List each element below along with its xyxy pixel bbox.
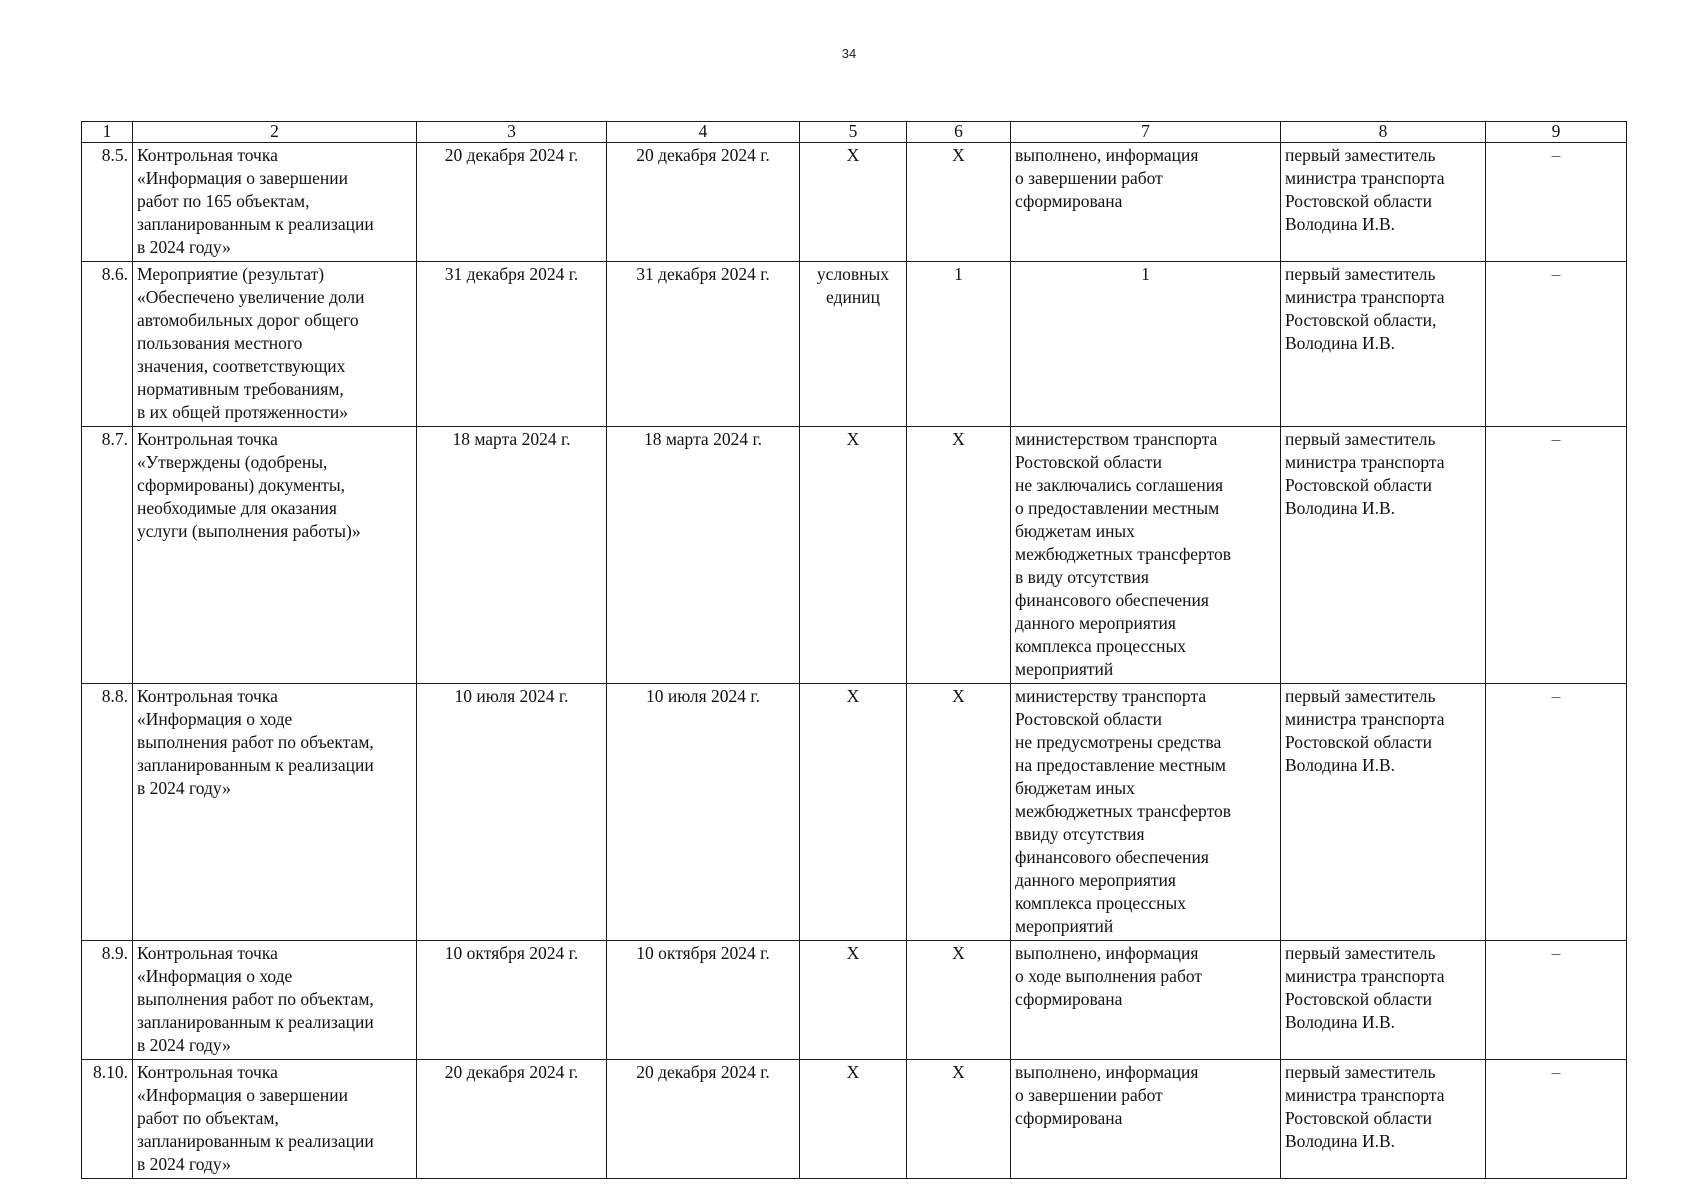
column-header-4: 4	[607, 122, 800, 143]
unit-cell	[800, 262, 907, 427]
column-header-7: 7	[1011, 122, 1281, 143]
result-cell-line: о завершении работ	[1015, 1085, 1163, 1105]
responsible-cell-line: министра транспорта	[1285, 709, 1445, 729]
note-cell: –	[1486, 143, 1627, 262]
responsible-cell-line: первый заместитель	[1285, 145, 1436, 165]
event-name-line: в 2024 году»	[137, 237, 231, 257]
report-table	[81, 121, 1627, 1179]
unit-cell-line: X	[846, 1062, 860, 1082]
row-number: 8.7.	[82, 427, 133, 684]
table-row	[82, 427, 1627, 684]
row-number: 8.5.	[82, 143, 133, 262]
event-name	[133, 143, 417, 262]
result-cell-line: мероприятий	[1015, 659, 1114, 679]
event-name-line: нормативным требованиям,	[137, 379, 344, 399]
header-row	[82, 122, 1627, 143]
table-row	[82, 941, 1627, 1060]
column-header-9: 9	[1486, 122, 1627, 143]
responsible-cell-line: Володина И.В.	[1285, 214, 1396, 234]
note-cell: –	[1486, 262, 1627, 427]
event-name-line: необходимые для оказания	[137, 498, 337, 518]
event-name-line: Контрольная точка	[137, 429, 278, 449]
result-cell-line: сформирована	[1015, 1108, 1123, 1128]
column-header-6: 6	[907, 122, 1011, 143]
value-cell: X	[907, 1060, 1011, 1179]
row-number: 8.8.	[82, 684, 133, 941]
plan-date: 20 декабря 2024 г.	[417, 143, 607, 262]
responsible-cell	[1281, 143, 1486, 262]
responsible-cell-line: первый заместитель	[1285, 686, 1436, 706]
event-name-line: сформированы) документы,	[137, 475, 346, 495]
result-cell-line: министерству транспорта	[1015, 686, 1207, 706]
responsible-cell	[1281, 941, 1486, 1060]
unit-cell-line: X	[846, 686, 860, 706]
table-row	[82, 1060, 1627, 1179]
unit-cell-line: X	[846, 429, 860, 449]
result-cell-line: Ростовской области	[1015, 452, 1162, 472]
column-header-2: 2	[133, 122, 417, 143]
fact-date: 20 декабря 2024 г.	[607, 143, 800, 262]
plan-date: 10 июля 2024 г.	[417, 684, 607, 941]
row-number: 8.10.	[82, 1060, 133, 1179]
result-cell-line: бюджетам иных	[1015, 778, 1135, 798]
fact-date: 10 октября 2024 г.	[607, 941, 800, 1060]
plan-date: 18 марта 2024 г.	[417, 427, 607, 684]
responsible-cell-line: Ростовской области	[1285, 989, 1432, 1009]
responsible-cell-line: министра транспорта	[1285, 287, 1445, 307]
event-name	[133, 684, 417, 941]
result-cell	[1011, 1060, 1281, 1179]
value-cell: 1	[907, 262, 1011, 427]
responsible-cell-line: Володина И.В.	[1285, 333, 1396, 353]
result-cell-line: межбюджетных трансфертов	[1015, 544, 1231, 564]
result-cell-line: выполнено, информация	[1015, 145, 1199, 165]
responsible-cell-line: Ростовской области	[1285, 732, 1432, 752]
table-row	[82, 684, 1627, 941]
fact-date: 10 июля 2024 г.	[607, 684, 800, 941]
responsible-cell-line: министра транспорта	[1285, 1085, 1445, 1105]
event-name-line: выполнения работ по объектам,	[137, 989, 374, 1009]
column-header-8: 8	[1281, 122, 1486, 143]
result-cell	[1011, 143, 1281, 262]
fact-date: 20 декабря 2024 г.	[607, 1060, 800, 1179]
unit-cell-line: единиц	[826, 287, 880, 307]
result-cell-line: на предоставление местным	[1015, 755, 1226, 775]
event-name-line: запланированным к реализации	[137, 1131, 374, 1151]
event-name	[133, 941, 417, 1060]
plan-date: 20 декабря 2024 г.	[417, 1060, 607, 1179]
value-cell: X	[907, 941, 1011, 1060]
event-name-line: «Информация о ходе	[137, 709, 293, 729]
responsible-cell-line: первый заместитель	[1285, 264, 1436, 284]
event-name-line: «Обеспечено увеличение доли	[137, 287, 365, 307]
result-cell-line: в виду отсутствия	[1015, 567, 1149, 587]
result-cell-line: комплекса процессных	[1015, 636, 1187, 656]
result-cell-line: мероприятий	[1015, 916, 1114, 936]
result-cell-line: комплекса процессных	[1015, 893, 1187, 913]
responsible-cell-line: Володина И.В.	[1285, 1131, 1396, 1151]
event-name-line: работ по 165 объектам,	[137, 191, 310, 211]
result-cell-line: не заключались соглашения	[1015, 475, 1224, 495]
event-name-line: «Информация о ходе	[137, 966, 293, 986]
responsible-cell-line: первый заместитель	[1285, 943, 1436, 963]
event-name-line: «Информация о завершении	[137, 168, 349, 188]
result-cell-line: сформирована	[1015, 989, 1123, 1009]
unit-cell-line: X	[846, 943, 860, 963]
column-header-3: 3	[417, 122, 607, 143]
result-cell-line: финансового обеспечения	[1015, 847, 1209, 867]
note-cell: –	[1486, 427, 1627, 684]
unit-cell	[800, 941, 907, 1060]
responsible-cell	[1281, 262, 1486, 427]
fact-date: 18 марта 2024 г.	[607, 427, 800, 684]
event-name-line: услуги (выполнения работы)»	[137, 521, 361, 541]
value-cell: X	[907, 684, 1011, 941]
table-row	[82, 262, 1627, 427]
event-name-line: Мероприятие (результат)	[137, 264, 325, 284]
event-name-line: Контрольная точка	[137, 686, 278, 706]
result-cell-line: ввиду отсутствия	[1015, 824, 1145, 844]
responsible-cell-line: министра транспорта	[1285, 452, 1445, 472]
event-name-line: Контрольная точка	[137, 943, 278, 963]
event-name-line: в 2024 году»	[137, 1035, 231, 1055]
event-name-line: в 2024 году»	[137, 778, 231, 798]
event-name-line: «Информация о завершении	[137, 1085, 349, 1105]
column-header-5: 5	[800, 122, 907, 143]
result-cell-line: не предусмотрены средства	[1015, 732, 1222, 752]
responsible-cell-line: Ростовской области,	[1285, 310, 1437, 330]
note-cell: –	[1486, 941, 1627, 1060]
result-cell-line: 1	[1141, 264, 1150, 284]
event-name-line: автомобильных дорог общего	[137, 310, 359, 330]
responsible-cell-line: первый заместитель	[1285, 429, 1436, 449]
responsible-cell-line: Ростовской области	[1285, 191, 1432, 211]
table-body	[82, 143, 1627, 1179]
responsible-cell-line: Володина И.В.	[1285, 755, 1396, 775]
event-name-line: запланированным к реализации	[137, 214, 374, 234]
result-cell-line: о завершении работ	[1015, 168, 1163, 188]
row-number: 8.9.	[82, 941, 133, 1060]
result-cell-line: сформирована	[1015, 191, 1123, 211]
responsible-cell-line: первый заместитель	[1285, 1062, 1436, 1082]
responsible-cell-line: министра транспорта	[1285, 966, 1445, 986]
responsible-cell	[1281, 1060, 1486, 1179]
fact-date: 31 декабря 2024 г.	[607, 262, 800, 427]
result-cell	[1011, 262, 1281, 427]
result-cell-line: бюджетам иных	[1015, 521, 1135, 541]
event-name-line: в 2024 году»	[137, 1154, 231, 1174]
result-cell-line: выполнено, информация	[1015, 943, 1199, 963]
result-cell	[1011, 427, 1281, 684]
responsible-cell-line: министра транспорта	[1285, 168, 1445, 188]
event-name-line: Контрольная точка	[137, 1062, 278, 1082]
event-name-line: Контрольная точка	[137, 145, 278, 165]
event-name-line: пользования местного	[137, 333, 303, 353]
unit-cell-line: X	[846, 145, 860, 165]
plan-date: 10 октября 2024 г.	[417, 941, 607, 1060]
plan-date: 31 декабря 2024 г.	[417, 262, 607, 427]
note-cell: –	[1486, 1060, 1627, 1179]
responsible-cell-line: Ростовской области	[1285, 475, 1432, 495]
unit-cell-line: условных	[816, 264, 890, 284]
unit-cell	[800, 684, 907, 941]
result-cell-line: выполнено, информация	[1015, 1062, 1199, 1082]
event-name-line: запланированным к реализации	[137, 755, 374, 775]
event-name-line: значения, соответствующих	[137, 356, 346, 376]
event-name-line: запланированным к реализации	[137, 1012, 374, 1032]
event-name	[133, 1060, 417, 1179]
responsible-cell	[1281, 427, 1486, 684]
responsible-cell-line: Володина И.В.	[1285, 498, 1396, 518]
result-cell-line: Ростовской области	[1015, 709, 1162, 729]
result-cell-line: финансового обеспечения	[1015, 590, 1209, 610]
result-cell-line: данного мероприятия	[1015, 870, 1176, 890]
note-cell: –	[1486, 684, 1627, 941]
column-header-1: 1	[82, 122, 133, 143]
unit-cell	[800, 1060, 907, 1179]
event-name-line: выполнения работ по объектам,	[137, 732, 374, 752]
row-number: 8.6.	[82, 262, 133, 427]
page-number: 34	[841, 46, 857, 61]
value-cell: X	[907, 427, 1011, 684]
result-cell-line: данного мероприятия	[1015, 613, 1176, 633]
unit-cell	[800, 427, 907, 684]
responsible-cell-line: Ростовской области	[1285, 1108, 1432, 1128]
unit-cell	[800, 143, 907, 262]
result-cell-line: о предоставлении местным	[1015, 498, 1220, 518]
result-cell	[1011, 941, 1281, 1060]
event-name	[133, 262, 417, 427]
table-row	[82, 143, 1627, 262]
event-name	[133, 427, 417, 684]
result-cell	[1011, 684, 1281, 941]
event-name-line: в их общей протяженности»	[137, 402, 348, 422]
value-cell: X	[907, 143, 1011, 262]
result-cell-line: о ходе выполнения работ	[1015, 966, 1203, 986]
responsible-cell-line: Володина И.В.	[1285, 1012, 1396, 1032]
result-cell-line: министерством транспорта	[1015, 429, 1218, 449]
event-name-line: «Утверждены (одобрены,	[137, 452, 328, 472]
event-name-line: работ по объектам,	[137, 1108, 279, 1128]
responsible-cell	[1281, 684, 1486, 941]
result-cell-line: межбюджетных трансфертов	[1015, 801, 1231, 821]
